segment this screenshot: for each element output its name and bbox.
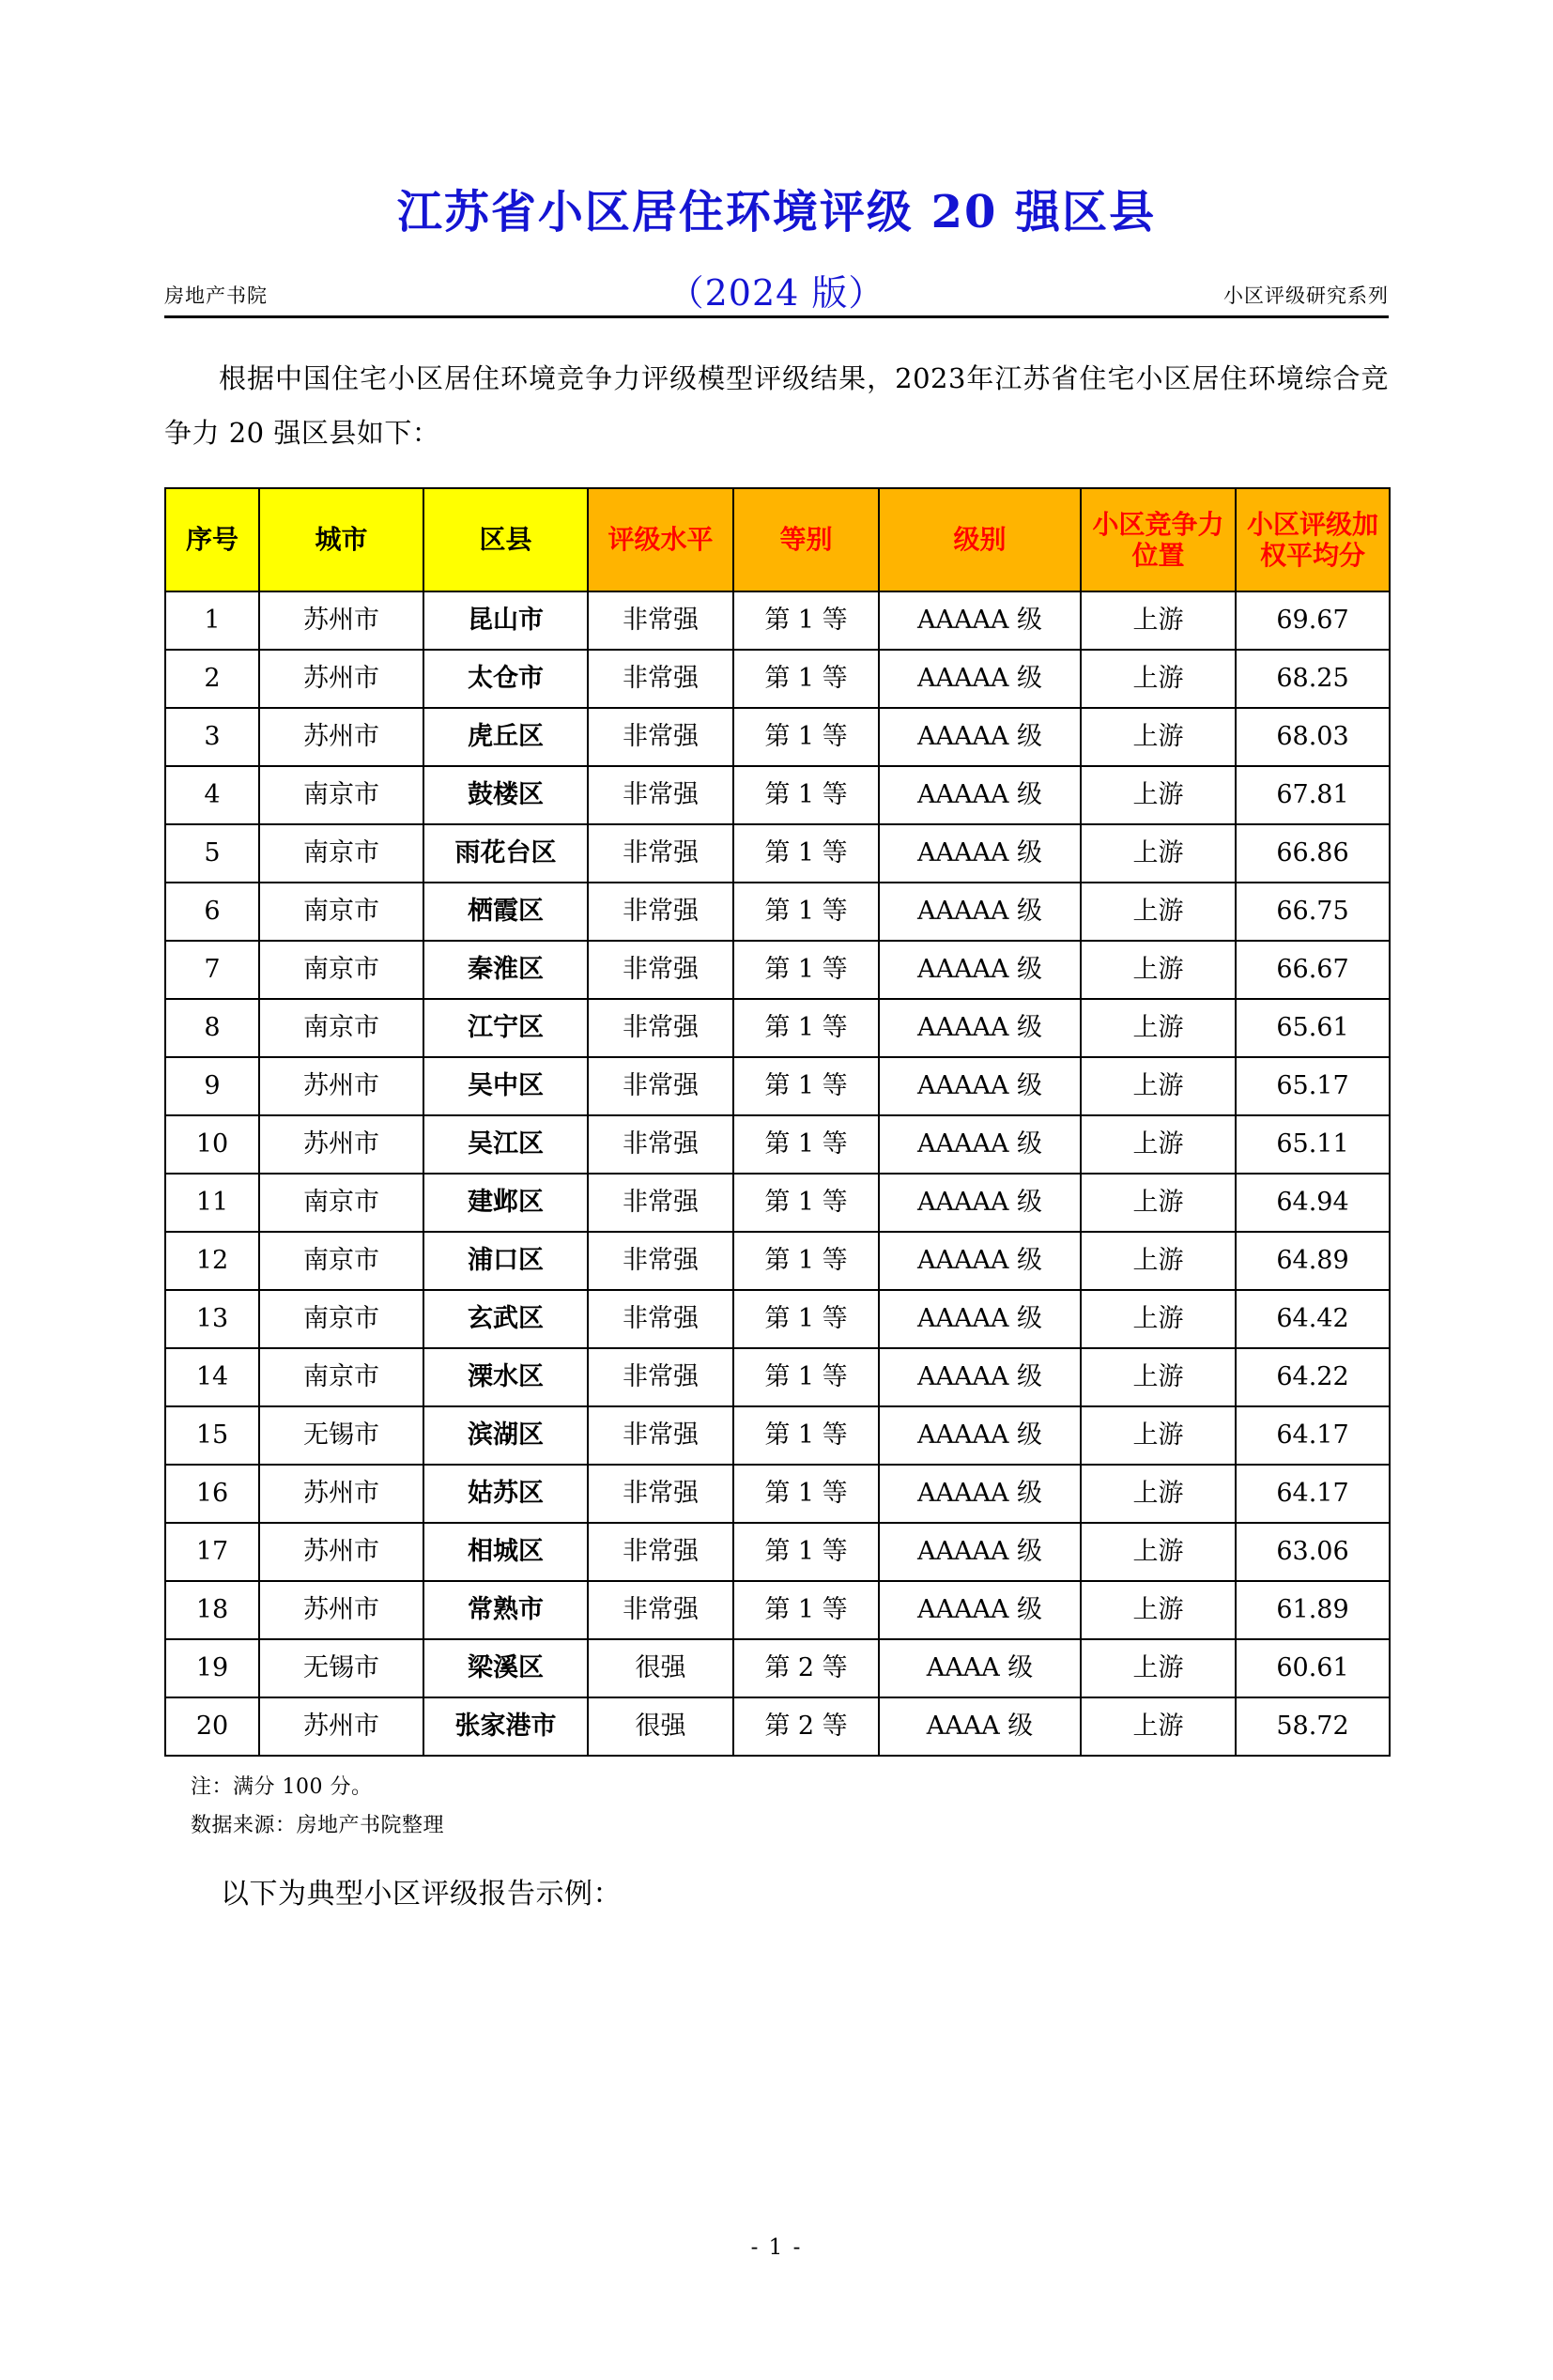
cell-position: 上游 (1081, 941, 1236, 999)
table-header-row (165, 488, 1390, 591)
cell-class: AAAAA 级 (879, 883, 1081, 941)
cell-class: AAAAA 级 (879, 1523, 1081, 1581)
cell-level: 很强 (588, 1639, 733, 1697)
table-row (165, 941, 1390, 999)
table-row (165, 1174, 1390, 1232)
cell-position: 上游 (1081, 1697, 1236, 1756)
cell-index: 20 (165, 1697, 259, 1756)
table-row (165, 1523, 1390, 1581)
cell-district: 相城区 (423, 1523, 588, 1581)
cell-level: 非常强 (588, 824, 733, 883)
cell-index: 4 (165, 766, 259, 824)
cell-level: 非常强 (588, 1174, 733, 1232)
cell-grade: 第 1 等 (733, 1057, 879, 1115)
column-header-grade: 等别 (733, 488, 879, 591)
cell-city: 南京市 (259, 883, 423, 941)
cell-index: 19 (165, 1639, 259, 1697)
cell-score: 68.25 (1236, 650, 1390, 708)
note-full-score: 注：满分 100 分。 (191, 1774, 373, 1799)
cell-score: 66.75 (1236, 883, 1390, 941)
cell-level: 非常强 (588, 1348, 733, 1406)
cell-grade: 第 2 等 (733, 1639, 879, 1697)
column-header-class: 级别 (879, 488, 1081, 591)
table-row (165, 766, 1390, 824)
cell-district: 太仓市 (423, 650, 588, 708)
table-row (165, 1232, 1390, 1290)
cell-grade: 第 2 等 (733, 1697, 879, 1756)
table-row (165, 883, 1390, 941)
column-header-level: 评级水平 (588, 488, 733, 591)
table-row (165, 824, 1390, 883)
column-header-score: 小区评级加权平均分 (1236, 488, 1390, 591)
cell-grade: 第 1 等 (733, 766, 879, 824)
header-divider (164, 315, 1389, 318)
cell-city: 苏州市 (259, 1057, 423, 1115)
cell-district: 张家港市 (423, 1697, 588, 1756)
cell-city: 苏州市 (259, 1581, 423, 1639)
cell-index: 7 (165, 941, 259, 999)
cell-score: 58.72 (1236, 1697, 1390, 1756)
table-body (165, 591, 1390, 1756)
cell-position: 上游 (1081, 1523, 1236, 1581)
cell-level: 非常强 (588, 766, 733, 824)
cell-city: 南京市 (259, 1348, 423, 1406)
cell-position: 上游 (1081, 1232, 1236, 1290)
cell-district: 栖霞区 (423, 883, 588, 941)
cell-position: 上游 (1081, 708, 1236, 766)
cell-index: 15 (165, 1406, 259, 1465)
cell-index: 18 (165, 1581, 259, 1639)
cell-city: 苏州市 (259, 650, 423, 708)
cell-city: 苏州市 (259, 1465, 423, 1523)
cell-index: 16 (165, 1465, 259, 1523)
cell-index: 5 (165, 824, 259, 883)
cell-grade: 第 1 等 (733, 999, 879, 1057)
cell-city: 南京市 (259, 1174, 423, 1232)
cell-position: 上游 (1081, 1348, 1236, 1406)
cell-index: 2 (165, 650, 259, 708)
cell-district: 浦口区 (423, 1232, 588, 1290)
cell-city: 南京市 (259, 1290, 423, 1348)
cell-index: 8 (165, 999, 259, 1057)
cell-level: 非常强 (588, 999, 733, 1057)
cell-index: 3 (165, 708, 259, 766)
cell-level: 非常强 (588, 941, 733, 999)
closing-line: 以下为典型小区评级报告示例： (221, 1878, 622, 1912)
cell-grade: 第 1 等 (733, 1290, 879, 1348)
cell-grade: 第 1 等 (733, 824, 879, 883)
cell-grade: 第 1 等 (733, 591, 879, 650)
cell-city: 苏州市 (259, 1523, 423, 1581)
cell-index: 14 (165, 1348, 259, 1406)
cell-city: 无锡市 (259, 1639, 423, 1697)
cell-grade: 第 1 等 (733, 1523, 879, 1581)
cell-grade: 第 1 等 (733, 941, 879, 999)
cell-grade: 第 1 等 (733, 708, 879, 766)
table-row (165, 999, 1390, 1057)
cell-level: 非常强 (588, 883, 733, 941)
cell-district: 玄武区 (423, 1290, 588, 1348)
cell-score: 66.67 (1236, 941, 1390, 999)
cell-city: 苏州市 (259, 1115, 423, 1174)
note-data-source: 数据来源：房地产书院整理 (191, 1814, 445, 1838)
cell-level: 非常强 (588, 708, 733, 766)
cell-district: 秦淮区 (423, 941, 588, 999)
cell-index: 17 (165, 1523, 259, 1581)
cell-score: 63.06 (1236, 1523, 1390, 1581)
running-header-right: 小区评级研究系列 (1223, 284, 1389, 307)
table-notes (164, 1768, 1389, 1847)
ranking-table (164, 487, 1391, 1757)
cell-level: 非常强 (588, 591, 733, 650)
cell-grade: 第 1 等 (733, 1348, 879, 1406)
intro-paragraph: 根据中国住宅小区居住环境竞争力评级模型评级结果，2023年江苏省住宅小区居住环境综合竞争力 20 强区县如下： (164, 361, 1389, 449)
cell-class: AAAAA 级 (879, 650, 1081, 708)
cell-class: AAAAA 级 (879, 1232, 1081, 1290)
cell-district: 梁溪区 (423, 1639, 588, 1697)
cell-score: 65.17 (1236, 1057, 1390, 1115)
cell-district: 建邺区 (423, 1174, 588, 1232)
cell-level: 非常强 (588, 1290, 733, 1348)
cell-class: AAAAA 级 (879, 1057, 1081, 1115)
table-row (165, 650, 1390, 708)
cell-position: 上游 (1081, 766, 1236, 824)
cell-index: 6 (165, 883, 259, 941)
cell-score: 61.89 (1236, 1581, 1390, 1639)
cell-grade: 第 1 等 (733, 1232, 879, 1290)
table-row (165, 1406, 1390, 1465)
cell-score: 64.94 (1236, 1174, 1390, 1232)
table-row (165, 1348, 1390, 1406)
running-header (164, 285, 1389, 307)
cell-level: 非常强 (588, 1581, 733, 1639)
cell-district: 溧水区 (423, 1348, 588, 1406)
cell-position: 上游 (1081, 1290, 1236, 1348)
cell-grade: 第 1 等 (733, 1465, 879, 1523)
cell-level: 非常强 (588, 1523, 733, 1581)
cell-district: 姑苏区 (423, 1465, 588, 1523)
cell-city: 南京市 (259, 999, 423, 1057)
cell-index: 12 (165, 1232, 259, 1290)
cell-score: 60.61 (1236, 1639, 1390, 1697)
cell-district: 江宁区 (423, 999, 588, 1057)
cell-score: 68.03 (1236, 708, 1390, 766)
cell-district: 昆山市 (423, 591, 588, 650)
table-row (165, 1581, 1390, 1639)
cell-district: 吴江区 (423, 1115, 588, 1174)
cell-city: 苏州市 (259, 591, 423, 650)
column-header-position: 小区竞争力位置 (1081, 488, 1236, 591)
document-page (0, 184, 1553, 2380)
cell-class: AAAAA 级 (879, 1406, 1081, 1465)
cell-position: 上游 (1081, 591, 1236, 650)
cell-district: 鼓楼区 (423, 766, 588, 824)
cell-city: 苏州市 (259, 708, 423, 766)
cell-position: 上游 (1081, 1639, 1236, 1697)
cell-district: 滨湖区 (423, 1406, 588, 1465)
cell-position: 上游 (1081, 1581, 1236, 1639)
cell-grade: 第 1 等 (733, 1581, 879, 1639)
column-header-district: 区县 (423, 488, 588, 591)
cell-class: AAAAA 级 (879, 1174, 1081, 1232)
cell-class: AAAAA 级 (879, 708, 1081, 766)
table-row (165, 1639, 1390, 1697)
cell-grade: 第 1 等 (733, 1406, 879, 1465)
cell-class: AAAAA 级 (879, 591, 1081, 650)
cell-position: 上游 (1081, 1174, 1236, 1232)
cell-score: 64.17 (1236, 1406, 1390, 1465)
cell-class: AAAAA 级 (879, 1581, 1081, 1639)
cell-grade: 第 1 等 (733, 883, 879, 941)
table-row (165, 1697, 1390, 1756)
cell-city: 苏州市 (259, 1697, 423, 1756)
running-header-left: 房地产书院 (164, 284, 268, 307)
cell-position: 上游 (1081, 1057, 1236, 1115)
cell-class: AAAAA 级 (879, 824, 1081, 883)
cell-city: 南京市 (259, 766, 423, 824)
cell-score: 64.17 (1236, 1465, 1390, 1523)
table-row (165, 591, 1390, 650)
table-row (165, 1115, 1390, 1174)
cell-level: 非常强 (588, 1465, 733, 1523)
cell-district: 虎丘区 (423, 708, 588, 766)
cell-position: 上游 (1081, 1406, 1236, 1465)
cell-score: 65.61 (1236, 999, 1390, 1057)
cell-score: 65.11 (1236, 1115, 1390, 1174)
cell-position: 上游 (1081, 999, 1236, 1057)
cell-index: 10 (165, 1115, 259, 1174)
cell-position: 上游 (1081, 1465, 1236, 1523)
page-number: - 1 - (750, 2235, 803, 2260)
cell-district: 雨花台区 (423, 824, 588, 883)
cell-class: AAAAA 级 (879, 999, 1081, 1057)
table-row (165, 1057, 1390, 1115)
cell-index: 11 (165, 1174, 259, 1232)
cell-city: 无锡市 (259, 1406, 423, 1465)
table-row (165, 1465, 1390, 1523)
cell-index: 9 (165, 1057, 259, 1115)
cell-score: 64.89 (1236, 1232, 1390, 1290)
cell-score: 64.22 (1236, 1348, 1390, 1406)
column-header-city: 城市 (259, 488, 423, 591)
cell-index: 1 (165, 591, 259, 650)
cell-district: 吴中区 (423, 1057, 588, 1115)
cell-class: AAAAA 级 (879, 1348, 1081, 1406)
cell-class: AAAAA 级 (879, 1115, 1081, 1174)
cell-grade: 第 1 等 (733, 1115, 879, 1174)
column-header-index: 序号 (165, 488, 259, 591)
table-row (165, 708, 1390, 766)
cell-class: AAAAA 级 (879, 1465, 1081, 1523)
cell-class: AAAAA 级 (879, 1290, 1081, 1348)
cell-score: 64.42 (1236, 1290, 1390, 1348)
cell-level: 非常强 (588, 1406, 733, 1465)
page-subtitle: （2024 版） (668, 272, 885, 315)
cell-class: AAAA 级 (879, 1639, 1081, 1697)
cell-score: 69.67 (1236, 591, 1390, 650)
cell-level: 很强 (588, 1697, 733, 1756)
cell-class: AAAA 级 (879, 1697, 1081, 1756)
cell-index: 13 (165, 1290, 259, 1348)
cell-score: 67.81 (1236, 766, 1390, 824)
cell-level: 非常强 (588, 1232, 733, 1290)
table-row (165, 1290, 1390, 1348)
cell-city: 南京市 (259, 1232, 423, 1290)
cell-level: 非常强 (588, 1115, 733, 1174)
cell-position: 上游 (1081, 824, 1236, 883)
cell-city: 南京市 (259, 941, 423, 999)
cell-class: AAAAA 级 (879, 941, 1081, 999)
cell-position: 上游 (1081, 1115, 1236, 1174)
cell-district: 常熟市 (423, 1581, 588, 1639)
cell-score: 66.86 (1236, 824, 1390, 883)
cell-grade: 第 1 等 (733, 1174, 879, 1232)
cell-position: 上游 (1081, 650, 1236, 708)
cell-grade: 第 1 等 (733, 650, 879, 708)
cell-position: 上游 (1081, 883, 1236, 941)
cell-class: AAAAA 级 (879, 766, 1081, 824)
cell-city: 南京市 (259, 824, 423, 883)
cell-level: 非常强 (588, 650, 733, 708)
page-title: 江苏省小区居住环境评级 20 强区县 (396, 186, 1157, 238)
cell-level: 非常强 (588, 1057, 733, 1115)
